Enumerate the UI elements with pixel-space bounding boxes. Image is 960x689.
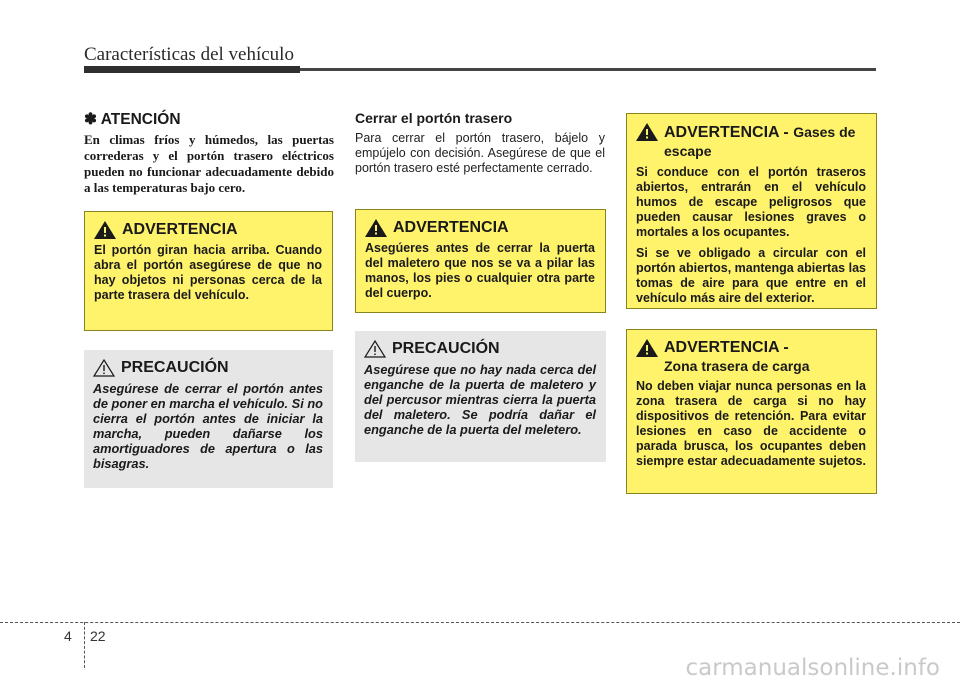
- attention-note: [84, 110, 334, 196]
- warning-title: [664, 339, 810, 375]
- caution-text: Asegúrese que no hay nada cerca del enganche de la puerta de maletero y del percusor mientras cierra la puerta del maletero. Se podría dañar el enganche de la puerta del meletero.: [364, 362, 596, 437]
- header-tab-bar: [84, 66, 300, 73]
- warning-text: El portón giran hacia arriba. Cuando abra el portón asegúrese de que no hay objetos ni personas cerca de la parte trasera del vehículo.: [94, 243, 322, 302]
- warning-title-main: ADVERTENCIA -: [664, 339, 789, 356]
- caution-title: PRECAUCIÓN: [121, 359, 229, 376]
- warning-subtitle: Gases de escape: [664, 124, 856, 159]
- warning-text: No deben viajar nunca personas en la zona trasera de carga si no hay dispositivos de retención. Para evitar lesiones en caso de accidente o parada brusca, los ocupantes deben siempre estar adecuadamente sujetos.: [636, 379, 866, 468]
- watermark: carmanualsonline.info: [685, 655, 940, 681]
- warning-box-tailgate-opening: [84, 211, 333, 331]
- caution-box-latch: [355, 331, 606, 462]
- warning-box-cargo-area: [626, 329, 877, 494]
- warning-subtitle: Zona trasera de carga: [664, 358, 810, 374]
- warning-box-pinch: [355, 209, 606, 313]
- page-number: 22: [90, 628, 106, 644]
- warning-title: ADVERTENCIA: [122, 221, 238, 238]
- warning-triangle-icon: [94, 221, 116, 239]
- page-header-title: Características del vehículo: [84, 44, 294, 65]
- warning-title: ADVERTENCIA: [393, 219, 509, 236]
- warning-title-main: ADVERTENCIA -: [664, 124, 794, 141]
- attention-title: ✽ ATENCIÓN: [84, 111, 181, 128]
- caution-title: PRECAUCIÓN: [392, 340, 500, 357]
- chapter-number: 4: [64, 628, 72, 644]
- warning-triangle-icon: [636, 123, 658, 141]
- section-title: Cerrar el portón trasero: [355, 110, 513, 126]
- warning-text: Asegúeres antes de cerrar la puerta del maletero que nos se va a pilar las manos, los pies o cualquier otra parte del cuerpo.: [365, 241, 595, 300]
- caution-triangle-icon: [93, 359, 115, 377]
- attention-body: En climas fríos y húmedos, las puertas correderas y el portón trasero eléctricos pueden no funcionar adecuadamente debido a las temperaturas bajo cero.: [84, 132, 334, 195]
- warning-text-paragraph-2: Si se ve obligado a circular con el portón abiertos, mantenga abiertas las tomas de aire para que entre en el vehículo más aire del exterior.: [636, 246, 866, 305]
- footer-dashed-rule: [0, 622, 960, 623]
- caution-text: Asegúrese de cerrar el portón antes de poner en marcha el vehículo. Si no cierra el portón antes de iniciar la marcha, pueden dañarse los amortiguadores de apertura o las bisagras.: [93, 381, 323, 471]
- caution-box-close-before-driving: [84, 350, 333, 488]
- section-body: Para cerrar el portón trasero, bájelo y empújelo con decisión. Asegúrese de que el portón trasero esté perfectamente cerrado.: [355, 131, 605, 175]
- warning-triangle-icon: [365, 219, 387, 237]
- warning-text-paragraph-1: Si conduce con el portón traseros abiertos, entrarán en el vehículo humos de escape peligrosos que pueden causar lesiones graves o mortales a los ocupantes.: [636, 165, 866, 239]
- warning-title: [664, 123, 866, 161]
- caution-triangle-icon: [364, 340, 386, 358]
- warning-triangle-icon: [636, 339, 658, 357]
- warning-box-exhaust-gases: [626, 113, 877, 309]
- footer-dashed-divider: [84, 622, 85, 668]
